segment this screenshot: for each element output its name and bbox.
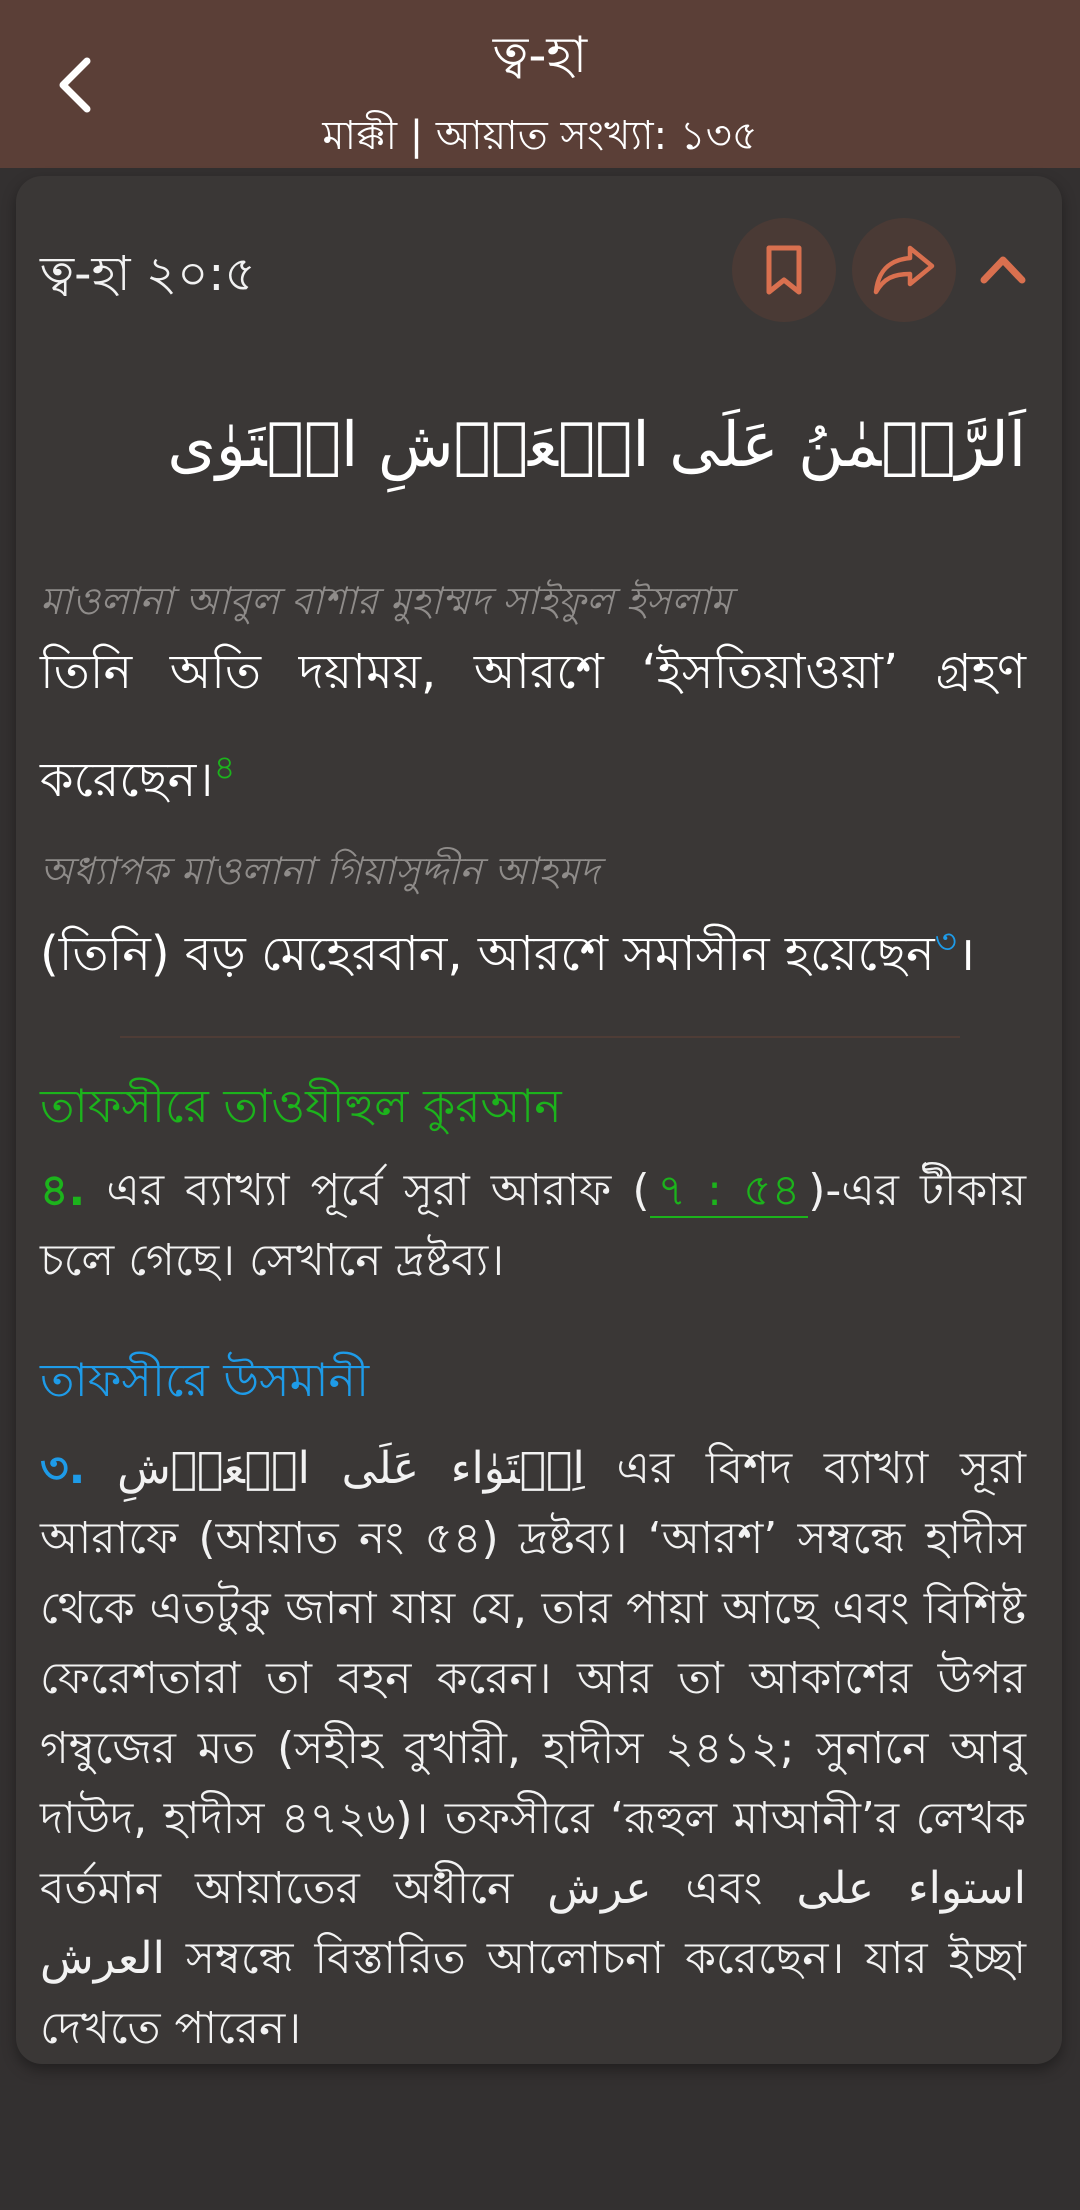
footnote-marker[interactable]: ৪ bbox=[213, 748, 236, 788]
arabic-phrase: عرش bbox=[547, 1863, 652, 1914]
chevron-up-icon bbox=[978, 252, 1028, 286]
tafsir-text bbox=[40, 1434, 1026, 2064]
surah-title: ত্ব-হা bbox=[492, 26, 588, 84]
arabic-phrase: اِسۡتَوٰاء عَلَی الۡعَرۡشِ bbox=[117, 1443, 585, 1494]
surah-subtitle: মাক্কী | আয়াত সংখ্যা: ১৩৫ bbox=[322, 113, 758, 159]
tafsir-heading: তাফসীরে উসমানী bbox=[40, 1353, 370, 1407]
verse-link[interactable]: ৭ : ৫৪ bbox=[650, 1165, 809, 1218]
footnote-marker[interactable]: ৩ bbox=[934, 922, 957, 962]
tafsir-body: )-এর টীকায় চলে গেছে। সেখানে দ্রষ্টব্য। bbox=[40, 1165, 1027, 1286]
arabic-phrase: استواء على العرش bbox=[40, 1863, 1027, 1984]
share-button[interactable] bbox=[852, 218, 956, 322]
share-icon bbox=[872, 244, 936, 296]
translator-name: মাওলানা আবুল বাশার মুহাম্মদ সাইফুল ইসলাম bbox=[40, 579, 732, 623]
collapse-button[interactable] bbox=[968, 234, 1038, 304]
translation-text bbox=[40, 624, 1026, 828]
verse-reference: ত্ব-হা ২০:৫ bbox=[40, 246, 256, 302]
tafsir-body: এর ব্যাখ্যা পূর্বে সূরা আরাফ ( bbox=[85, 1165, 650, 1216]
tafsir-body: এর বিশদ ব্যাখ্যা সূরা আরাফে (আয়াত নং ৫৪) দ্রষ্টব্য। ‘আরশ’ সম্বন্ধে হাদীস থেকে এতটুকু জানা যায় যে, তার পায়া আছে এবং বিশিষ্ট ফেরেশতারা তা বহন করেন। আর তা আকাশের উপর গম্বুজের মত (সহীহ বুখারী, হাদীস ২৪১২; সুনানে আবু দাউদ, হাদীস ৪৭২৬)। তফসীরে ‘রূহুল মাআনী’র লেখক বর্তমান আয়াতের অধীনে bbox=[40, 1443, 1027, 1914]
footnote-number: ৩. bbox=[40, 1443, 86, 1494]
bookmark-button[interactable] bbox=[732, 218, 836, 322]
divider bbox=[120, 1036, 960, 1038]
translation-text bbox=[40, 894, 1026, 1002]
verse-card bbox=[16, 176, 1062, 2064]
tafsir-body: সম্বন্ধে বিস্তারিত আলোচনা করেছেন। যার ইচ্ছা দেখতে পারেন। bbox=[40, 1933, 1026, 2054]
tafsir-heading: তাফসীরে তাওযীহুল কুরআন bbox=[40, 1079, 562, 1133]
arabic-verse: اَلرَّحۡمٰنُ عَلَی الۡعَرۡشِ اسۡتَوٰی bbox=[167, 408, 1026, 481]
app-bar bbox=[0, 0, 1080, 168]
translation-end: । bbox=[956, 926, 976, 982]
footnote-number: ৪. bbox=[40, 1165, 86, 1216]
tafsir-text bbox=[40, 1156, 1026, 1296]
translation-body: (তিনি) বড় মেহেরবান, আরশে সমাসীন হয়েছেন bbox=[40, 926, 935, 982]
bookmark-icon bbox=[761, 244, 807, 296]
tafsir-body: এবং bbox=[651, 1863, 797, 1914]
translation-body: তিনি অতি দয়াময়, আরশে ‘ইসতিয়াওয়া’ গ্রহণ করেছেন। bbox=[40, 644, 1026, 808]
translator-name: অধ্যাপক মাওলানা গিয়াসুদ্দীন আহমদ bbox=[40, 849, 600, 893]
